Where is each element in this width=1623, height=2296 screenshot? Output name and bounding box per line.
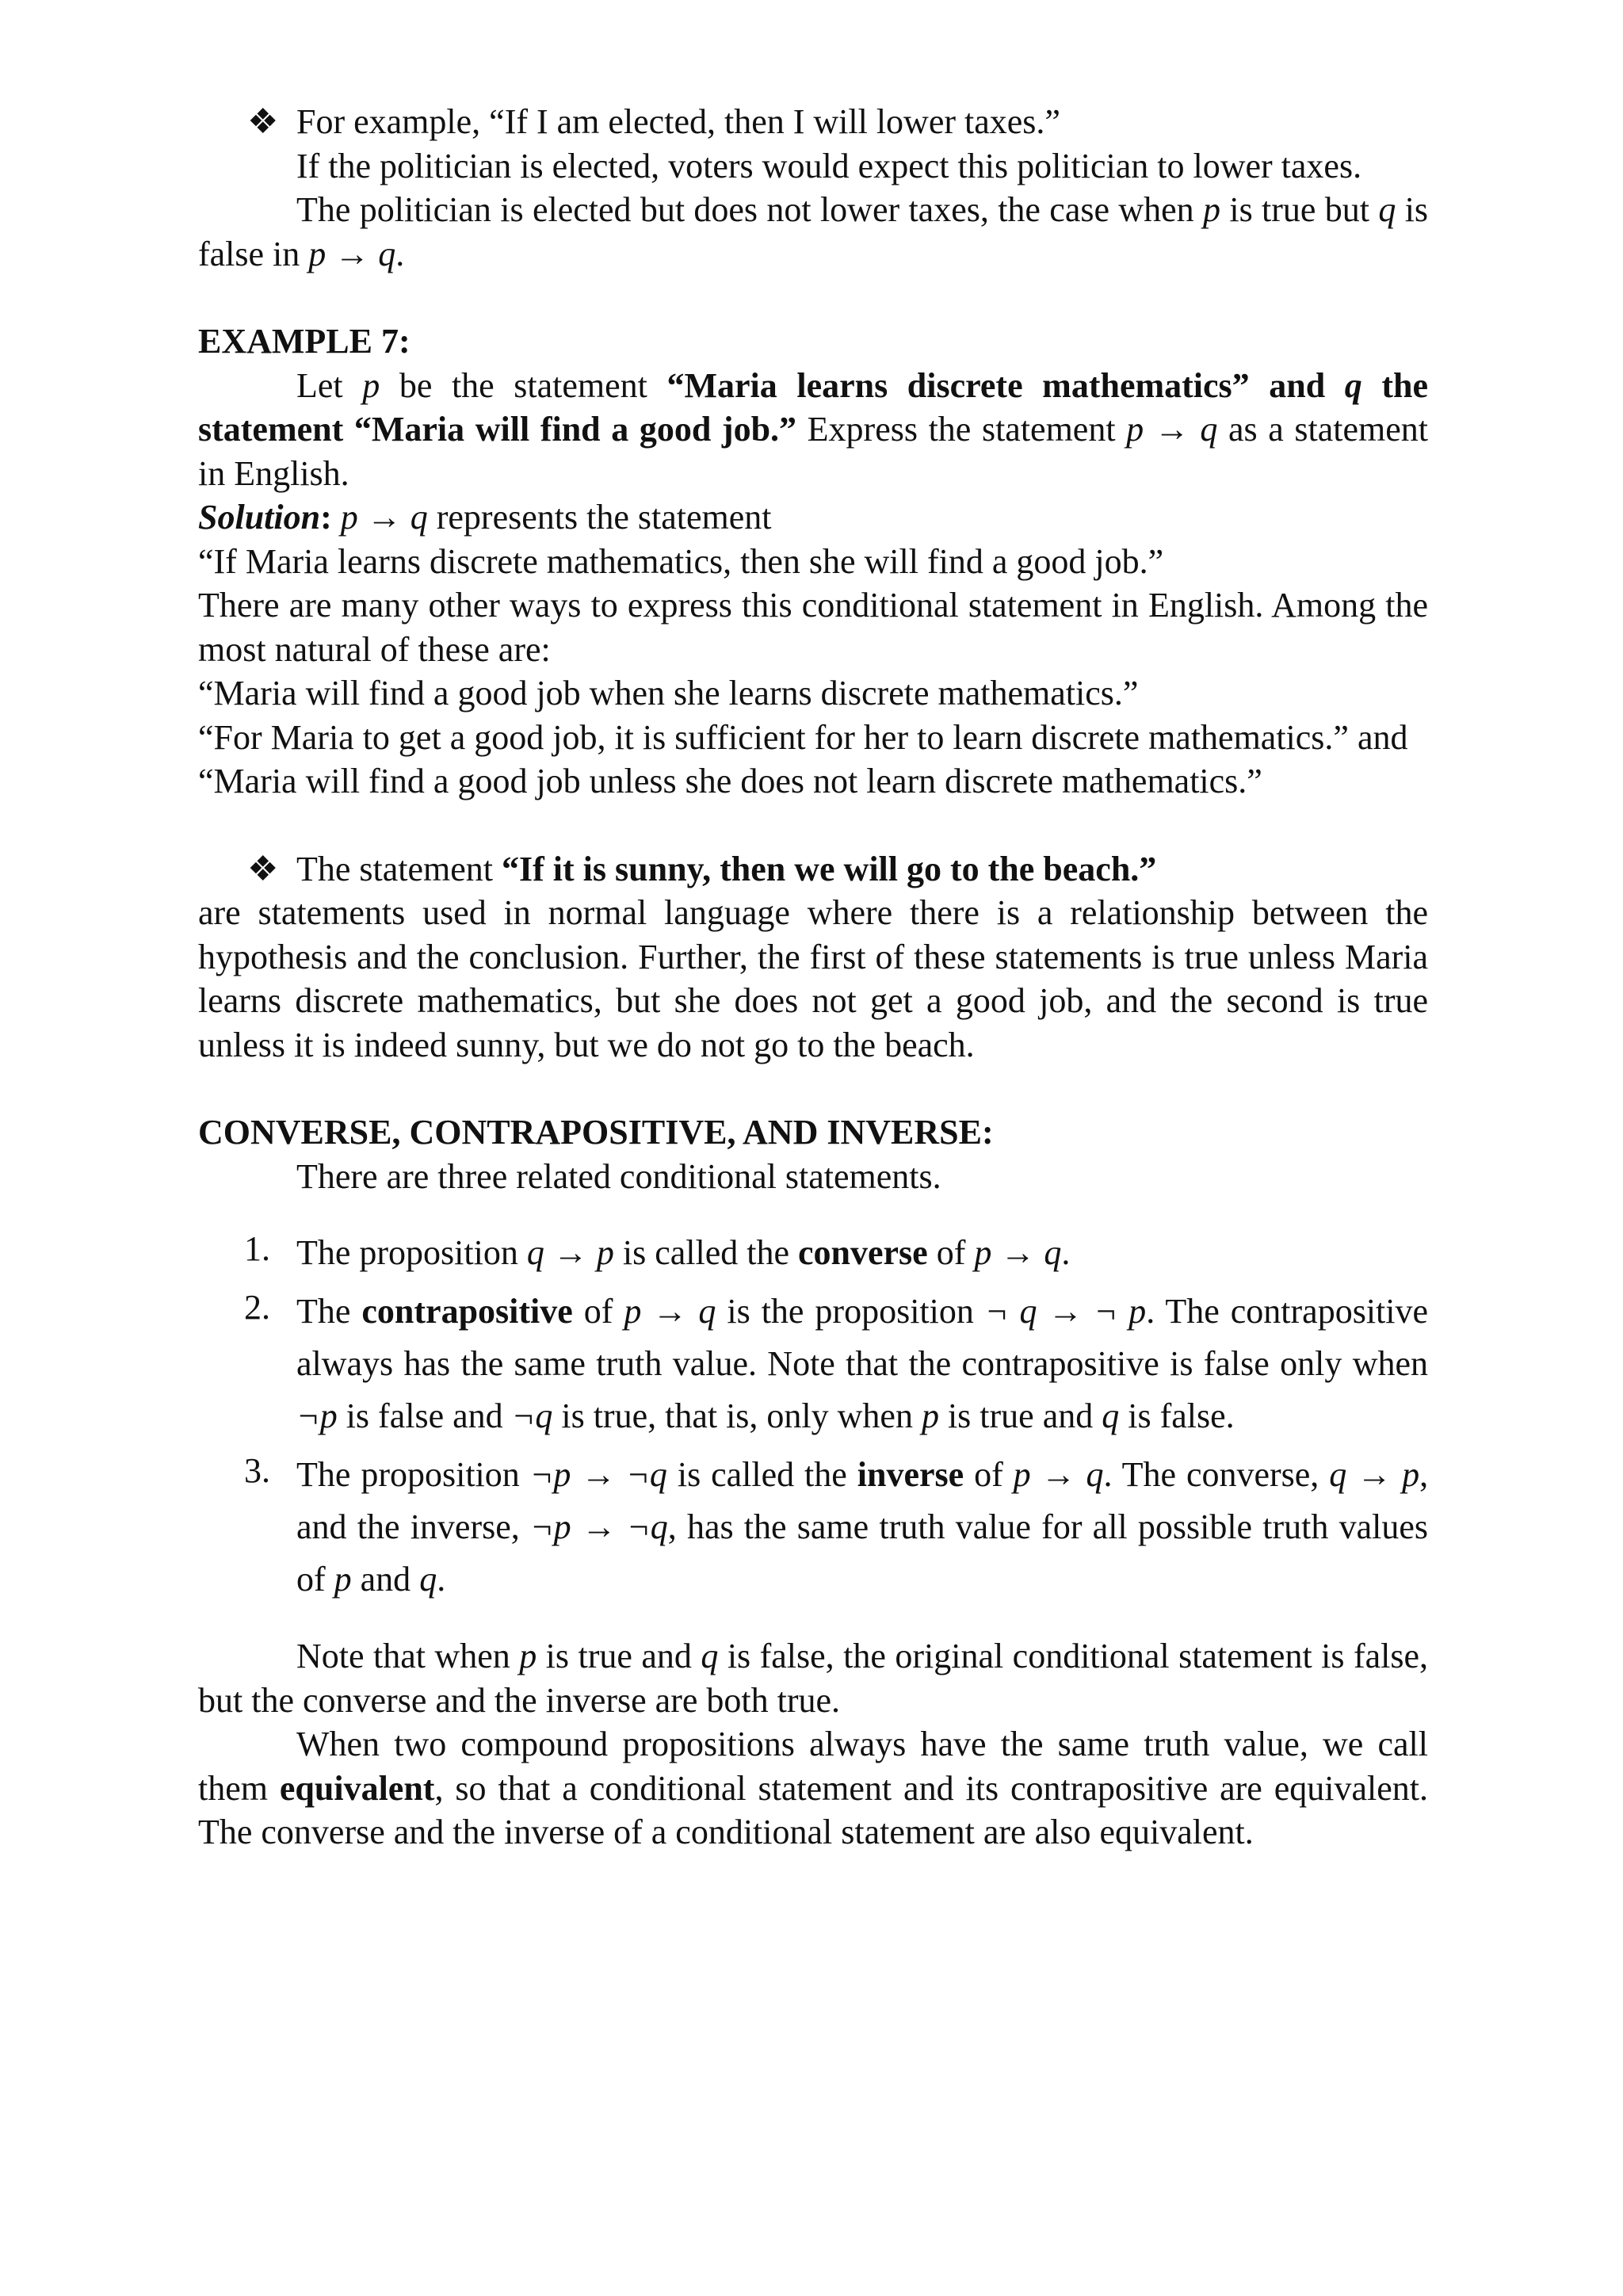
example7-statement: Let p be the statement “Maria learns discrete mathematics” and q the statement “Maria will find a good job.” Express the statement p → q as a statement in English. bbox=[198, 365, 1429, 493]
converse-heading: CONVERSE, CONTRAPOSITIVE, AND INVERSE: bbox=[198, 1113, 994, 1152]
example7-alt-3: “Maria will find a good job unless she does not learn discrete mathematics.” bbox=[198, 762, 1262, 800]
intro-example-text: For example, “If I am elected, then I will lower taxes.” bbox=[296, 102, 1060, 141]
intro-bullet bbox=[198, 100, 1428, 144]
example7-heading: EXAMPLE 7: bbox=[198, 322, 411, 361]
intro-paragraph-1: If the politician is elected, voters would expect this politician to lower taxes. bbox=[296, 146, 1362, 185]
intro-paragraph-2: The politician is elected but does not lower taxes, the case when p is true but q is false in p → q. bbox=[198, 190, 1429, 273]
converse-intro: There are three related conditional statements. bbox=[296, 1156, 941, 1196]
example7-alt-2: “For Maria to get a good job, it is sufficient for her to learn discrete mathematics.” and bbox=[198, 717, 1408, 757]
example7-alt-1: “Maria will find a good job when she learns discrete mathematics.” bbox=[198, 674, 1139, 712]
list-item-contrapositive: 2. The contrapositive of p → q is the proposition ¬ q → ¬ p. The contrapositive always has the same truth value. Note that the contrapositive is false only when ¬p is false and ¬q is true, that is, only when p is true and q is false. bbox=[244, 1288, 1429, 1435]
example7-many-ways: There are many other ways to express this conditional statement in English. Among the most natural of these are: bbox=[198, 586, 1428, 669]
document-page bbox=[198, 100, 1428, 1855]
example7-quote-main: “If Maria learns discrete mathematics, then she will find a good job.” bbox=[198, 541, 1164, 581]
closing-note: Note that when p is true and q is false, the original conditional statement is false, but the converse and the inverse are both true. bbox=[198, 1637, 1429, 1720]
beach-paragraph: are statements used in normal language where there is a relationship between the hypothesis and the conclusion. Further, the first of these statements is true unless Maria learns discrete mathematics, but she does not get a good job, and the second is true unless it is indeed sunny, but we do not go to the beach. bbox=[198, 893, 1428, 1064]
diamond-bullet-icon: ❖ bbox=[247, 849, 279, 888]
closing-equivalent: When two compound propositions always have the same truth value, we call them equivalent, so that a conditional statement and its contrapositive are equivalent. The converse and the inverse of a conditional statement are also equivalent. bbox=[198, 1725, 1428, 1851]
list-item-inverse: 3. The proposition ¬p → ¬q is called the inverse of p → q. The converse, q → p, and the inverse, ¬p → ¬q, has the same truth value for all possible truth values of p and q. bbox=[244, 1451, 1429, 1599]
beach-quote: “If it is sunny, then we will go to the beach.” bbox=[502, 849, 1157, 888]
beach-bullet: ❖ The statement “If it is sunny, then we will go to the beach.” bbox=[198, 847, 1428, 892]
list-item-converse: 1. The proposition q → p is called the converse of p → q. bbox=[244, 1229, 1071, 1272]
diamond-bullet-icon: ❖ bbox=[247, 102, 279, 141]
conditional-list bbox=[198, 1227, 1428, 1606]
solution-label: Solution bbox=[198, 498, 321, 537]
example7-solution: Solution: p → q represents the statement bbox=[198, 498, 772, 537]
